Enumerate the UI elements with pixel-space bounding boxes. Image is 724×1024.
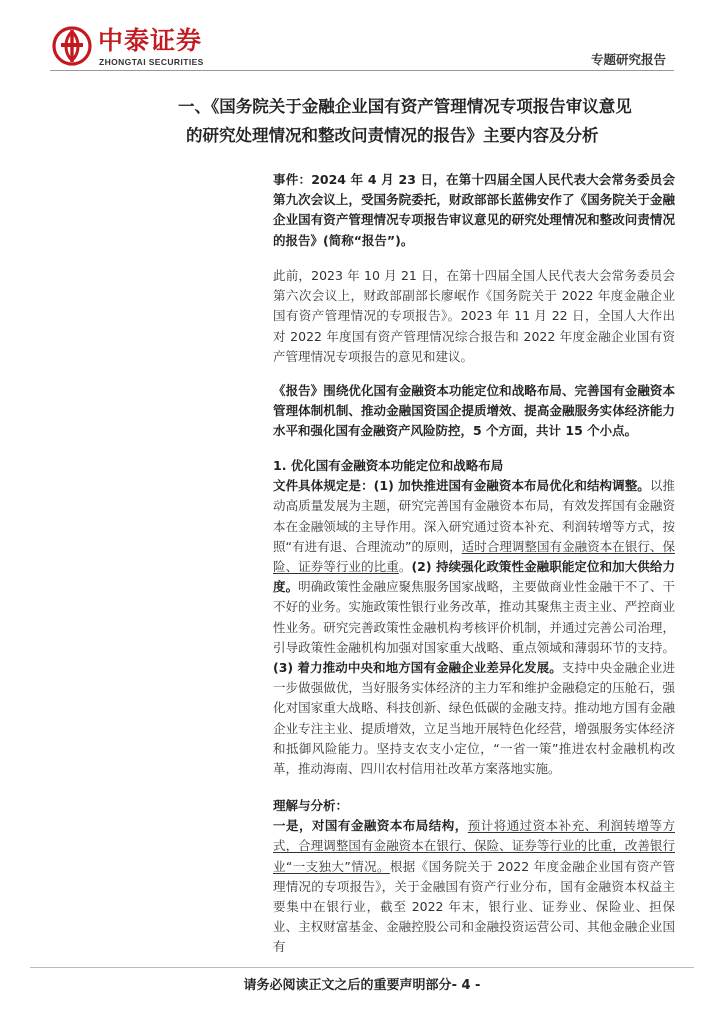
footer-divider [30, 967, 694, 968]
background-paragraph [273, 266, 675, 367]
part1-heading: 1. 优化国有金融资本功能定位和战略布局 [273, 458, 504, 473]
analysis-body [273, 816, 675, 957]
header-divider [50, 70, 674, 71]
section-title-line2: 的研究处理情况和整改问责情况的报告》主要内容及分析 [186, 126, 599, 145]
s2-title: (2) 持续强化政策性金融职能定位和加大供给力度。 [273, 559, 675, 595]
company-logo [52, 26, 232, 72]
s1-underlined-text: 适时合理调整国有金融资本在银行、保险、证券等行业的比重 [273, 538, 675, 575]
analysis-block [273, 796, 675, 958]
section-title [178, 92, 678, 150]
analysis-first-underlined: 预计将通过资本补充、利润转增等方式，合理调整国有金融资本在银行、保险、证券等行业的比重，改善银行业“一支独大”情况。 [273, 818, 675, 874]
s1-text: 以推动高质量发展为主题，研究完善国有金融资本布局，有效发挥国有金融资本在金融领域的主导作用。深入研究通过资本补充、利润转增等方式，按照“有进有退、合理流动”的原则， [273, 478, 675, 554]
summary-paragraph [273, 381, 675, 442]
s3-text: 支持中央金融企业进一步做强做优，当好服务实体经济的主力军和维护金融稳定的压舱石，强化对国家重大战略、科技创新、绿色低碳的金融支持。推动地方国有金融企业专注主业、提质增效，立足当地开展特色化经营，增强服务实体经济和抵御风险能力。坚持支农支小定位，“一省一策”推进农村金融机构改革，推动海南、四川农村信用社改革方案落地实施。 [273, 660, 675, 777]
zhongtai-logo-icon [52, 26, 92, 66]
s1-text-end: 。 [398, 559, 412, 575]
page-footer [0, 974, 724, 993]
part1-block [273, 456, 675, 779]
section-title-line1: 一、《国务院关于金融企业国有资产管理情况专项报告审议意见 [178, 97, 632, 116]
event-text: 事件：2024 年 4 月 23 日，在第十四届全国人民代表大会常务委员会第九次会议上，受国务院委托，财政部部长蓝佛安作了《国务院关于金融企业国有资产管理情况专项报告审议意见的研究处理情况和整改问责情况的报告》(简称“报告”)。 [273, 172, 675, 248]
page-number: - 4 - [451, 978, 481, 993]
page-header [0, 0, 724, 70]
disclaimer-note: 请务必阅读正文之后的重要声明部分 [243, 978, 452, 993]
s1-title: (1) 加快推进国有金融资本布局优化和结构调整。 [373, 478, 650, 494]
logo-english-name: ZHONGTAI SECURITIES [99, 57, 204, 67]
summary-text: 《报告》围绕优化国有金融资本功能定位和战略布局、完善国有金融资本管理体制机制、推动金融国资国企提质增效、提高金融服务实体经济能力水平和强化国有金融资产风险防控，5 个方面，共计 15 个小点。 [273, 383, 675, 439]
report-type-label: 专题研究报告 [590, 52, 666, 67]
analysis-first-text: 根据《国务院关于 2022 年度金融企业国有资产管理情况的专项报告》，关于金融国有资产行业分布，国有金融资本权益主要集中在银行业，截至 2022 年末，银行业、证券业、保险业、担保业、主权财富基金、金融控股公司和金融投资运营公司、其他金融企业国有 [273, 858, 676, 955]
s2-text: 明确政策性金融应聚焦服务国家战略，主要做商业性金融干不了、干不好的业务。实施政策性银行业务改革，推动其聚焦主责主业、严控商业性业务。研究完善政策性金融机构考核评价机制，并通过完善公司治理，引导政策性金融机构加强对国家重大战略、重点领域和薄弱环节的支持。 [273, 579, 675, 655]
analysis-first-lead: 一是，对国有金融资本布局结构， [273, 818, 468, 834]
part1-body [273, 476, 675, 779]
background-text: 此前，2023 年 10 月 21 日，在第十四届全国人民代表大会常务委员会第六次会议上，财政部副部长廖岷作《国务院关于 2022 年度金融企业国有资产管理情况的专项报告》。2023 年 11 月 22 日，全国人大作出对 2022 年度国有资产管理情况综合报告和 2022 年度金融企业国有资产管理情况专项报告的意见和建议。 [273, 268, 675, 364]
part1-lead: 文件具体规定是： [273, 478, 374, 494]
logo-chinese-name: 中泰证券 [98, 26, 203, 55]
analysis-heading: 理解与分析： [273, 798, 349, 813]
s3-title: (3) 着力推动中央和地方国有金融企业差异化发展。 [273, 660, 562, 676]
event-paragraph [273, 170, 675, 251]
